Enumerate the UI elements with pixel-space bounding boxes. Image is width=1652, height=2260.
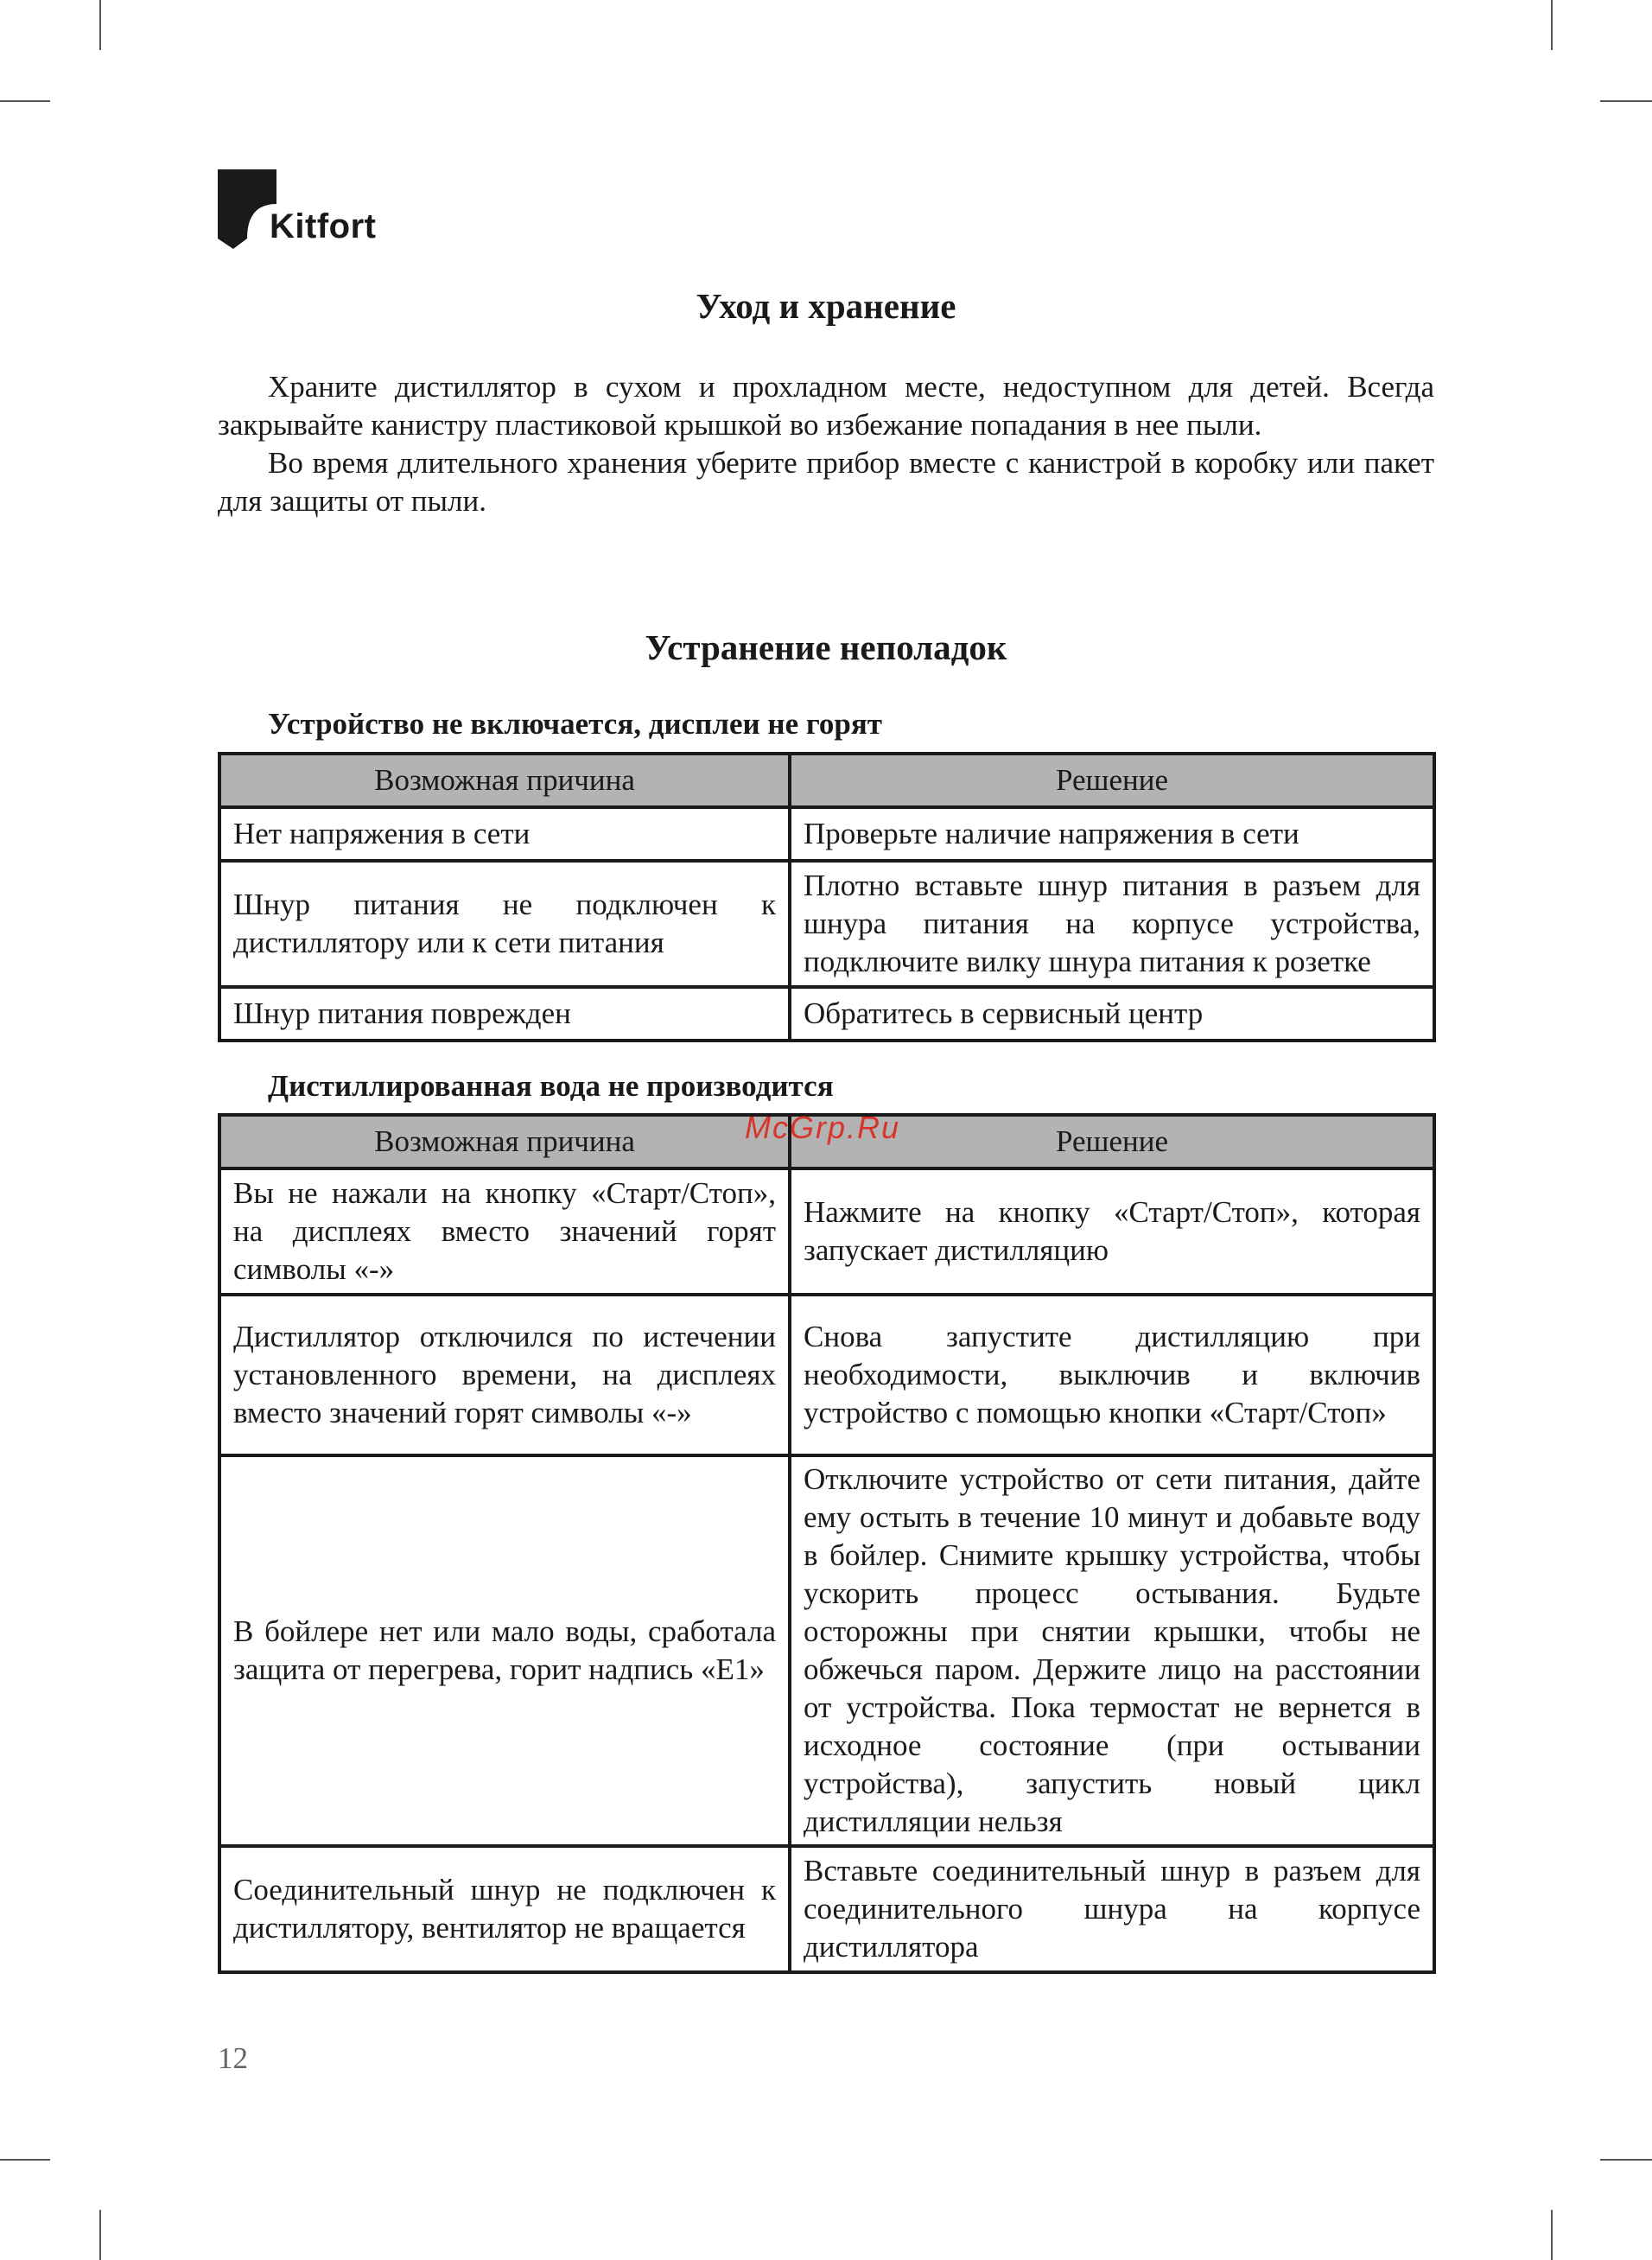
table-header-row [219,754,1434,807]
care-title: Уход и хранение [696,286,956,326]
table2-heading: Дистиллированная вода не производится [268,1069,834,1103]
column-header-cause: Возможная причина [219,754,790,807]
cause-cell: В бойлере нет или мало воды, сработала защита от перегрева, горит надпись «E1» [219,1455,790,1846]
solution-cell: Проверьте наличие напряжения в сети [790,807,1434,861]
crop-mark [1551,0,1553,50]
troubleshooting-title: Устранение неполадок [645,627,1007,667]
solution-cell: Обратитесь в сервисный центр [790,987,1434,1041]
table-row [219,1168,1434,1295]
troubleshooting-table-water [218,1113,1436,1974]
page-number: 12 [218,2041,248,2075]
crop-mark [1551,2210,1553,2260]
care-paragraph-2: Во время длительного хранения уберите прибор вместе с канистрой в коробку или пакет для защиты от пыли. [218,446,1434,518]
crop-mark [1600,100,1652,102]
solution-cell: Плотно вставьте шнур питания в разъем для шнура питания на корпусе устройства, подключите вилку шнура питания к розетке [790,861,1434,987]
care-paragraph-1: Храните дистиллятор в сухом и прохладном месте, недоступном для детей. Всегда закрывайте канистру пластиковой крышкой во избежание попадания в нее пыли. [218,370,1434,442]
table-row [219,1846,1434,1972]
column-header-solution: Решение [790,1115,1434,1168]
crop-mark [1600,2159,1652,2161]
column-header-solution: Решение [790,754,1434,807]
cause-cell: Нет напряжения в сети [219,807,790,861]
crop-mark [0,100,50,102]
solution-cell: Вставьте соединительный шнур в разъем для соединительного шнура на корпусе дистиллятора [790,1846,1434,1972]
watermark: McGrp.Ru [745,1110,901,1145]
solution-cell: Нажмите на кнопку «Старт/Стоп», которая запускает дистилляцию [790,1168,1434,1295]
cause-cell: Шнур питания не подключен к дистиллятору или к сети питания [219,861,790,987]
column-header-cause: Возможная причина [219,1115,790,1168]
table-row [219,987,1434,1041]
troubleshooting-table-power [218,752,1436,1042]
table-row [219,807,1434,861]
crop-mark [0,2159,50,2161]
table-row [219,1455,1434,1846]
crop-mark [99,2210,101,2260]
table-row [219,1295,1434,1455]
brand-name: Kitfort [270,207,377,245]
cause-cell: Шнур питания поврежден [219,987,790,1041]
table-row [219,861,1434,987]
solution-cell: Отключите устройство от сети питания, дайте ему остыть в течение 10 минут и добавьте воду в бойлер. Снимите крышку устройства, чтобы ускорить процесс остывания. Будьте осторожны при снятии крышки, чтобы не обжечься паром. Держите лицо на расстоянии от устройства. Пока термостат не вернется в исходное состояние (при остывании устройства), запустить новый цикл дистилляции нельзя [790,1455,1434,1846]
cause-cell: Вы не нажали на кнопку «Старт/Стоп», на дисплеях вместо значений горят символы «-» [219,1168,790,1295]
cause-cell: Соединительный шнур не подключен к дистиллятору, вентилятор не вращается [219,1846,790,1972]
table1-heading: Устройство не включается, дисплеи не горят [268,707,882,741]
crop-mark [99,0,101,50]
cause-cell: Дистиллятор отключился по истечении установленного времени, на дисплеях вместо значений горят символы «-» [219,1295,790,1455]
solution-cell: Снова запустите дистилляцию при необходимости, выключив и включив устройство с помощью кнопки «Старт/Стоп» [790,1295,1434,1455]
